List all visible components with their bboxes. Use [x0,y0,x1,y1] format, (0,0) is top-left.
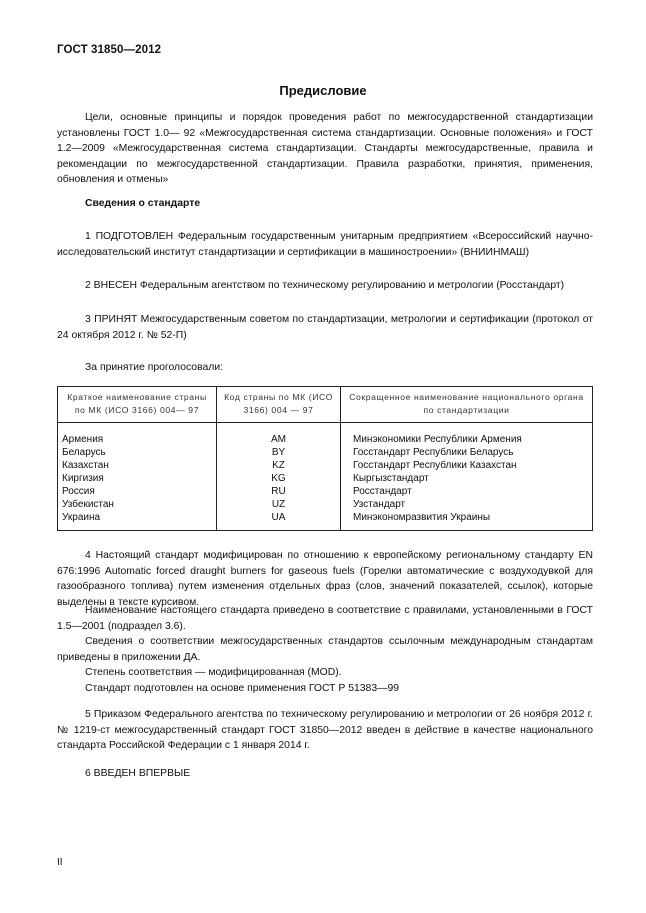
table-cell-code: BY [217,446,341,459]
item-2-paragraph: 2 ВНЕСЕН Федеральным агентством по техническому регулированию и метрологии (Росстандарт) [85,280,565,291]
table-cell-body: Минэкономики Республики Армения [341,423,593,447]
table-cell-country: Казахстан [58,459,217,472]
table-row [58,498,593,511]
table-header-body: Сокращенное наименование национального органа по стандартизации [341,387,593,423]
table-cell-code: KG [217,472,341,485]
table-row [58,446,593,459]
table-cell-country: Беларусь [58,446,217,459]
table-cell-body: Росстандарт [341,485,593,498]
table-header-country: Краткое наименование страны по МК (ИСО 3166) 004— 97 [58,387,217,423]
table-cell-body: Минэкономразвития Украины [341,511,593,531]
item-6-paragraph: 6 ВВЕДЕН ВПЕРВЫЕ [85,768,191,779]
table-cell-code: RU [217,485,341,498]
table-header-row [58,387,593,423]
voting-table [57,386,593,531]
table-cell-body: Госстандарт Республики Беларусь [341,446,593,459]
table-header-code: Код страны по МК (ИСО 3166) 004 — 97 [217,387,341,423]
table-row [58,472,593,485]
item-5-paragraph: 5 Приказом Федерального агентства по техническому регулированию и метрологии от 26 ноября 2012 г. № 1219-ст межгосударственный стандарт ГОСТ 31850—2012 введен в действие в качестве национального стандарта Российской Федерации с 1 января 2014 г. [57,709,593,752]
item-4-references-paragraph: Сведения о соответствии межгосударственных стандартов ссылочным международным стандартам приведены в приложении ДА. [57,636,593,663]
table-cell-code: KZ [217,459,341,472]
page-number: II [57,857,63,868]
item-3-paragraph: 3 ПРИНЯТ Межгосударственным советом по стандартизации, метрологии и сертификации (протокол от 24 октября 2012 г. № 52-П) [57,314,593,341]
table-cell-code: AM [217,423,341,447]
table-cell-country: Россия [58,485,217,498]
table-cell-country: Украина [58,511,217,531]
table-cell-body: Кыргызстандарт [341,472,593,485]
table-row [58,459,593,472]
section-heading: Сведения о стандарте [85,198,201,209]
table-cell-code: UZ [217,498,341,511]
table-cell-country: Узбекистан [58,498,217,511]
table-cell-country: Киргизия [58,472,217,485]
item-4-name-paragraph: Наименование настоящего стандарта приведено в соответствие с правилами, установленными в ГОСТ 1.5—2001 (подраздел 3.6). [57,605,593,632]
table-cell-code: UA [217,511,341,531]
table-row [58,485,593,498]
item-1-paragraph: 1 ПОДГОТОВЛЕН Федеральным государственным унитарным предприятием «Всероссийский научно-исследовательский институт стандартизации и сертификации в машиностроении» (ВНИИНМАШ) [57,231,593,258]
table-cell-body: Госстандарт Республики Казахстан [341,459,593,472]
table-cell-body: Узстандарт [341,498,593,511]
voted-label: За принятие проголосовали: [85,362,224,373]
intro-paragraph: Цели, основные принципы и порядок проведения работ по межгосударственной стандартизации установлены ГОСТ 1.0— 92 «Межгосударственная система стандартизации. Основные положения» и ГОСТ 1.2—2009 «Межгосударственная система стандартизации. Стандарты межгосударственные, правила и рекомендации по межгосударственной стандартизации. Правила разработки, принятия, применения, обновления и отмены» [57,112,593,186]
table-row [58,511,593,531]
item-4-paragraph: 4 Настоящий стандарт модифицирован по отношению к европейскому региональному стандарту EN 676:1996 Automatic forced draught burners for gaseous fuels (Горелки автоматические с воздуходувкой для газообразного топлива) путем изменения отдельных фраз (слов, значений показателей, ссылок), которые выделены в тексте курсивом. [57,550,593,608]
document-header-code: ГОСТ 31850—2012 [57,44,162,56]
table-cell-country: Армения [58,423,217,447]
table-row [58,423,593,447]
page-title: Предисловие [279,83,367,98]
item-4-basis-paragraph: Стандарт подготовлен на основе применения ГОСТ Р 51383—99 [85,683,400,694]
item-4-degree-paragraph: Степень соответствия — модифицированная (MOD). [85,667,342,678]
